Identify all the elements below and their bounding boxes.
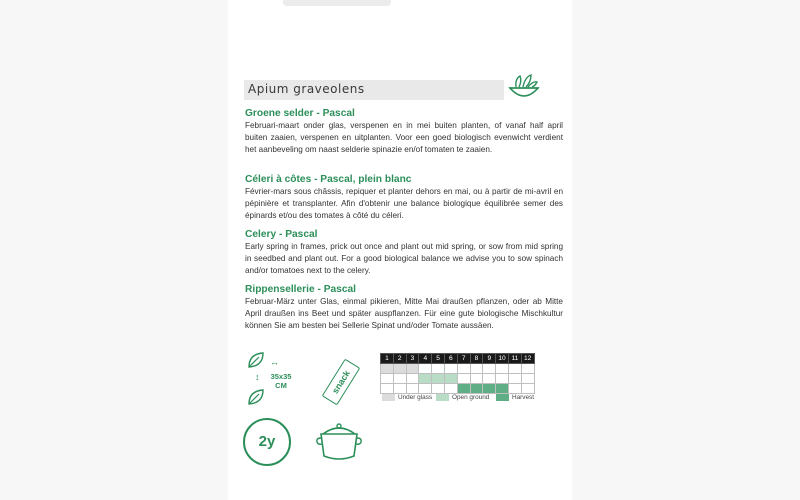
section-body: Early spring in frames, prick out once and plant out mid spring, or sow from mid spring in seedbed and plant out. For a good biological balance we advise you to sow spinach and/or tomatoes next to the celery. [245, 242, 563, 275]
section-heading: Celery - Pascal [245, 229, 318, 240]
calendar-cell [508, 364, 521, 374]
calendar-cell [406, 374, 419, 384]
month-header: 11 [508, 354, 521, 364]
calendar-cell [419, 364, 432, 374]
sowing-calendar [380, 353, 535, 394]
calendar-cell [444, 384, 457, 394]
calendar-cell [457, 374, 470, 384]
calendar-cell-open [419, 374, 432, 384]
calendar-cell-harvest [496, 384, 509, 394]
section-body: Février-mars sous châssis, repiquer et planter dehors en mai, ou à partir de mi-avril en pépinière et transplanter. Afin d'obtenir une balance biologique équilibrée semer des épinards et/ou des tomates à côté du céleri. [245, 187, 563, 220]
calendar-cell-glass [381, 364, 394, 374]
month-header: 5 [432, 354, 445, 364]
calendar-cell [432, 364, 445, 374]
spacing-value: 35x35 [270, 372, 292, 381]
years-badge: 2y [243, 418, 291, 466]
month-header: 10 [496, 354, 509, 364]
calendar-cell [521, 364, 534, 374]
month-header: 3 [406, 354, 419, 364]
calendar-cell [432, 384, 445, 394]
legend-open-ground: Open ground [436, 394, 489, 401]
calendar-cell [483, 364, 496, 374]
calendar-cell [419, 384, 432, 394]
calendar-cell [470, 364, 483, 374]
calendar-cell-glass [406, 364, 419, 374]
calendar-cell [457, 364, 470, 374]
calendar-cell [508, 384, 521, 394]
section-body: Februari-maart onder glas, verspenen en in mei buiten planten, of vanaf half april buiten zaaien, verspenen en uitplanten. Voor een goed biologisch evenwicht verdient het aanbeveling om naast selderie spinazie en/of tomaten te zaaien. [245, 121, 563, 154]
section-german [245, 284, 563, 332]
month-header: 2 [393, 354, 406, 364]
horizontal-arrow-icon: ↔ [270, 357, 279, 367]
section-heading: Céleri à côtes - Pascal, plein blanc [245, 174, 412, 185]
section-heading: Groene selder - Pascal [245, 108, 355, 119]
calendar-cell-open [444, 374, 457, 384]
month-header: 8 [470, 354, 483, 364]
section-dutch [245, 108, 563, 156]
latin-name-title: Apium graveolens [248, 82, 365, 96]
legend-swatch [382, 394, 395, 401]
section-english [245, 229, 563, 277]
calendar-cell [496, 374, 509, 384]
month-header: 1 [381, 354, 394, 364]
calendar-cell [393, 374, 406, 384]
calendar-cell [470, 374, 483, 384]
packet-top-edge [283, 0, 391, 6]
calendar-cell [496, 364, 509, 374]
snack-badge: snack [322, 359, 361, 406]
section-heading: Rippensellerie - Pascal [245, 284, 356, 295]
month-header: 12 [521, 354, 534, 364]
legend-under-glass: Under glass [382, 394, 432, 401]
month-header: 7 [457, 354, 470, 364]
leaf-icon [246, 350, 266, 370]
calendar-cell [381, 374, 394, 384]
calendar-cell-harvest [457, 384, 470, 394]
calendar-cell [508, 374, 521, 384]
month-header: 6 [444, 354, 457, 364]
calendar-cell [381, 384, 394, 394]
cooking-pot-icon [315, 418, 363, 462]
legend-swatch [436, 394, 449, 401]
calendar-cell [406, 384, 419, 394]
legend-harvest: Harvest [496, 394, 534, 401]
section-french [245, 174, 563, 222]
calendar-cell-harvest [470, 384, 483, 394]
calendar-cell [444, 364, 457, 374]
section-body: Februar-März unter Glas, einmal pikieren, Mitte Mai draußen pflanzen, oder ab Mitte April draußen ins Beet und später auspflanzen. Für eine gute biologische Mischkultur können Sie am besten bei Sellerie Spinat und/oder Tomate aussäen. [245, 297, 563, 330]
calendar-cell [483, 374, 496, 384]
calendar-cell-glass [393, 364, 406, 374]
vertical-arrow-icon: ↕ [255, 372, 260, 382]
calendar-cell-harvest [483, 384, 496, 394]
calendar-cell [393, 384, 406, 394]
legend-swatch [496, 394, 509, 401]
plant-spacing-label [267, 372, 295, 390]
leaf-icon [246, 387, 266, 407]
calendar-cell [521, 374, 534, 384]
calendar-cell [521, 384, 534, 394]
spacing-unit: CM [275, 381, 287, 390]
month-header: 9 [483, 354, 496, 364]
salad-bowl-icon [507, 70, 541, 104]
month-header: 4 [419, 354, 432, 364]
calendar-cell-open [432, 374, 445, 384]
